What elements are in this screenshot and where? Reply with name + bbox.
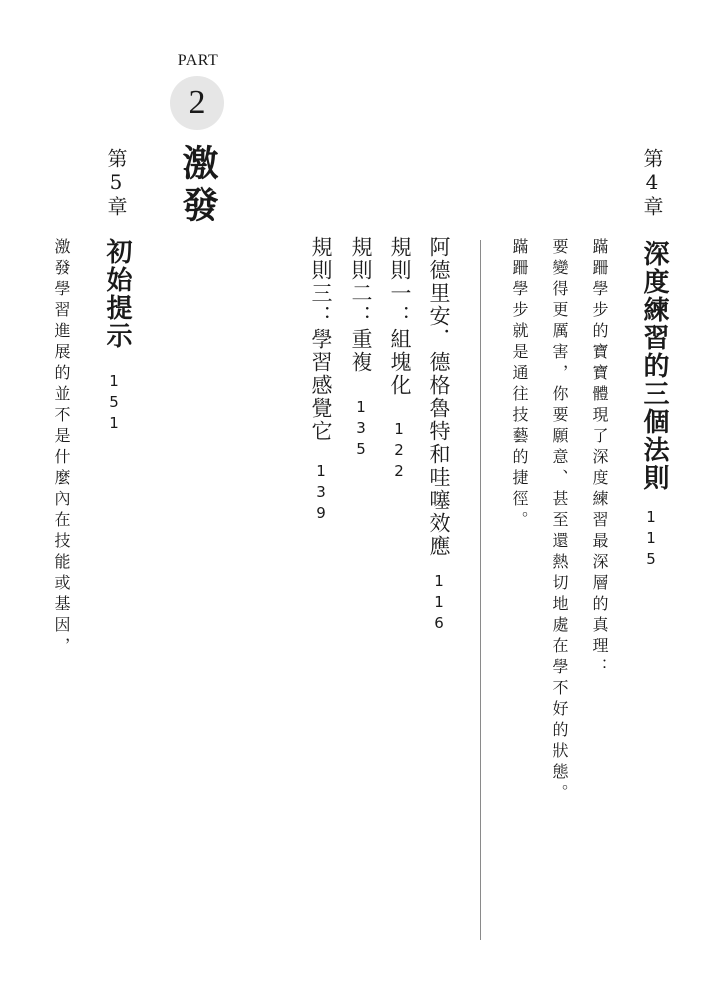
chapter-4-title[interactable]: 深度練習的三個法則 bbox=[639, 240, 669, 492]
chapter-4-desc-line-1: 蹣跚學步的寶寶體現了深度練習最深層的真理： bbox=[590, 238, 609, 679]
section-1-title[interactable]: 阿德里安．德格魯特和哇噻效應 bbox=[427, 236, 451, 558]
section-3-title[interactable]: 規則二：重複 bbox=[349, 236, 373, 374]
chapter-5-title[interactable]: 初始提示 bbox=[102, 238, 132, 350]
chapter-4-desc-line-3: 蹣跚學步就是通往技藝的捷徑。 bbox=[510, 238, 529, 532]
chapter-5-page: 151 bbox=[105, 372, 123, 435]
part-label: PART bbox=[177, 52, 219, 69]
chapter-5-desc-line-1: 激發學習進展的並不是什麼內在技能或基因， bbox=[52, 238, 71, 658]
chapter-5-label: 第5章 bbox=[104, 148, 128, 218]
section-4-title[interactable]: 規則三：學習感覺它 bbox=[309, 236, 333, 443]
section-2-title[interactable]: 規則一：組塊化 bbox=[388, 236, 412, 397]
section-4-page: 139 bbox=[312, 462, 330, 525]
part-number: 2 bbox=[188, 84, 206, 121]
part-title: 激發 bbox=[177, 144, 219, 228]
part-number-circle bbox=[170, 76, 224, 130]
section-divider bbox=[480, 240, 481, 940]
chapter-4-label: 第4章 bbox=[640, 148, 664, 218]
chapter-4-page: 115 bbox=[642, 508, 660, 571]
section-1-page: 116 bbox=[430, 572, 448, 635]
section-3-page: 135 bbox=[352, 398, 370, 461]
chapter-4-desc-line-2: 要變得更厲害，你要願意、甚至還熱切地處在學不好的狀態。 bbox=[550, 238, 569, 805]
section-2-page: 122 bbox=[390, 420, 408, 483]
